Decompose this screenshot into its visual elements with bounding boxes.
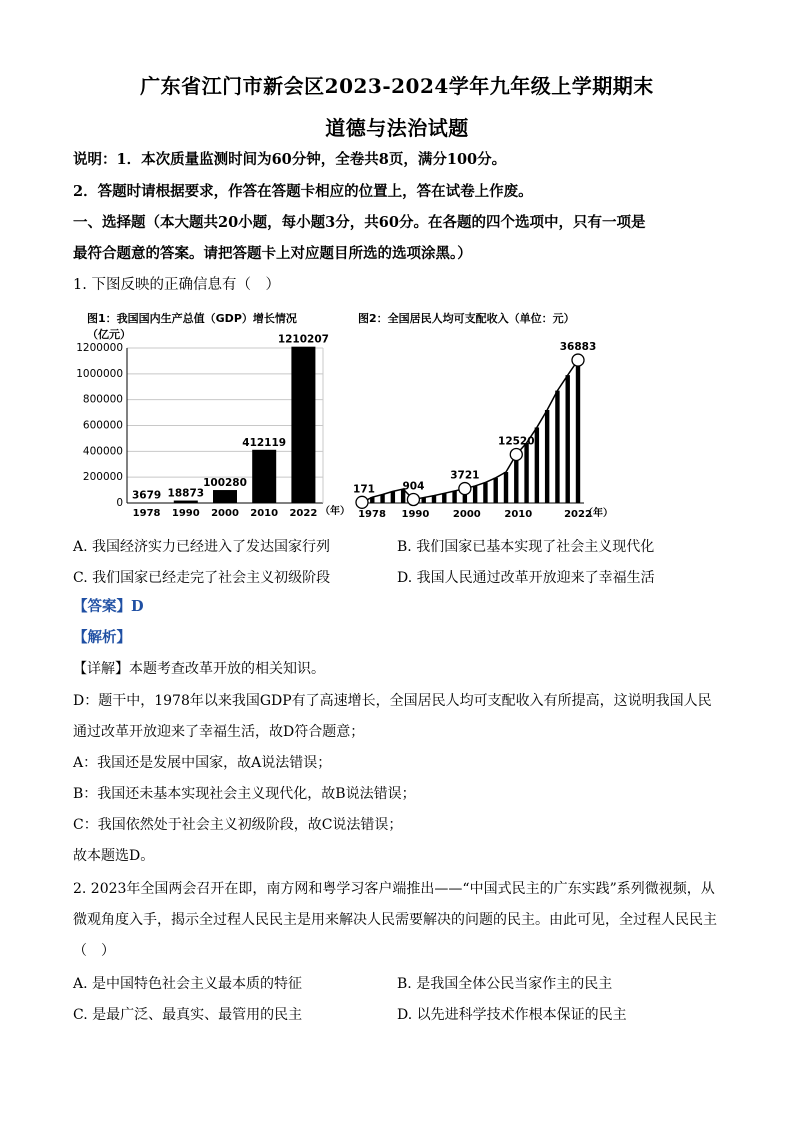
income-bar [576,360,580,503]
income-bar [483,482,487,503]
q1-detail: 【详解】本题考查改革开放的相关知识。 [73,661,325,677]
income-chart-title: 图2：全国居民人均可支配收入（单位：元） [358,312,575,325]
income-data-label: 3721 [450,469,480,482]
q1-answer: 【答案】D [73,598,144,615]
income-bar [524,443,528,503]
income-xtick-label: 2010 [504,509,533,520]
income-xtick-label: 2022 [564,509,592,520]
q2-stem-line-1: 2. 2023年全国两会召开在即，南方网和粤学习客户端推出——“中国式民主的广东实践”系列微视频，从 [73,881,715,897]
gdp-ytick-label: 800000 [82,393,123,406]
gdp-ytick-label: 1200000 [76,342,123,354]
gdp-data-label: 3679 [131,489,162,502]
gdp-data-label: 1210207 [277,333,329,346]
gdp-ytick-label: 1000000 [76,367,123,380]
income-highlight-marker [572,354,584,366]
gdp-ytick-label: 600000 [82,419,123,432]
gdp-xtick-label: 2000 [211,508,239,519]
q1-option-d[interactable]: D. 我国人民通过改革开放迎来了幸福生活 [397,570,655,586]
gdp-data-label: 18873 [167,487,205,500]
q1-option-c[interactable]: C. 我们国家已经走完了社会主义初级阶段 [73,570,331,586]
income-data-label: 36883 [559,341,597,354]
gdp-ytick-label: 200000 [82,471,123,484]
q1-conclusion: 故本题选D。 [73,848,155,864]
gdp-bar [291,347,315,503]
q2-option-b[interactable]: B. 是我国全体公民当家作主的民主 [397,976,613,992]
income-bar [391,491,395,503]
gdp-xtick-label: 1978 [132,508,161,519]
gdp-xtick-label: 2010 [250,508,279,519]
gdp-data-label: 412119 [242,436,287,449]
q1-option-a[interactable]: A. 我国经济实力已经进入了发达国家行列 [73,539,331,555]
gdp-chart [75,308,350,523]
exam-subtitle: 道德与法治试题 [325,116,469,140]
income-bar [555,391,559,503]
gdp-xtick-label: 1990 [171,508,200,519]
income-bar [432,496,436,503]
q1-explain-c: C：我国依然处于社会主义初级阶段，故C说法错误； [73,817,403,833]
q2-stem-line-2: 微观角度入手，揭示全过程人民民主是用来解决人民需要解决的问题的民主。由此可见，全过程人民民主 [73,912,717,928]
gdp-bar [213,490,237,503]
gdp-bar [252,450,276,503]
income-xaxis-unit: （年） [583,508,613,519]
q1-explain-d-1: D：题干中，1978年以来我国GDP有了高速增长，全国居民人均可支配收入有所提高，这说明我国人民 [73,693,712,709]
gdp-bar [135,503,159,504]
income-data-label: 12520 [498,435,535,448]
income-bar [442,493,446,503]
instruction-line-1: 说明：1．本次质量监测时间为60分钟，全卷共8页，满分100分。 [73,151,507,168]
gdp-bar [174,501,198,503]
q2-stem-line-3: （ ） [73,943,115,959]
income-chart-svg [350,308,620,523]
income-data-label: 171 [353,483,375,496]
income-bar [494,478,498,503]
income-bar [380,494,384,503]
income-data-label: 904 [402,480,425,493]
income-highlight-marker [356,496,368,508]
income-bar [514,454,518,503]
gdp-chart-ylabel: （亿元） [87,328,131,341]
q1-stem: 1. 下图反映的正确信息有（ ） [73,277,280,293]
q2-option-c[interactable]: C. 是最广泛、最真实、最管用的民主 [73,1007,303,1023]
section-heading-line-1: 一、选择题（本大题共20小题，每小题3分，共60分。在各题的四个选项中，只有一项是 [73,214,646,231]
income-highlight-marker [407,493,419,505]
gdp-chart-svg [75,308,350,523]
q2-option-a[interactable]: A. 是中国特色社会主义最本质的特征 [73,976,303,992]
q2-option-d[interactable]: D. 以先进科学技术作根本保证的民主 [397,1007,627,1023]
income-bar [504,472,508,503]
section-heading-line-2: 最符合题意的答案。请把答题卡上对应题目所选的选项涂黑。） [73,245,472,262]
income-xtick-label: 1990 [401,509,430,520]
gdp-xaxis-unit: （年） [320,506,350,517]
q1-explain-a: A：我国还是发展中国家，故A说法错误； [73,755,332,771]
gdp-ytick-label: 400000 [82,445,123,458]
gdp-data-label: 100280 [203,477,247,490]
income-bar [566,375,570,503]
income-chart [350,308,620,523]
income-bar [545,410,549,503]
income-xtick-label: 1978 [358,509,386,520]
instruction-line-2: 2．答题时请根据要求，作答在答题卡相应的位置上，答在试卷上作废。 [73,183,533,200]
q1-analysis-tag: 【解析】 [73,629,131,646]
q1-option-b[interactable]: B. 我们国家已基本实现了社会主义现代化 [397,539,655,555]
gdp-ytick-label: 0 [116,497,123,509]
income-bar [473,486,477,503]
q1-explain-d-2: 通过改革开放迎来了幸福生活，故D符合题意； [73,724,365,740]
exam-title: 广东省江门市新会区2023-2024学年九年级上学期期末 [140,74,654,98]
q1-explain-b: B：我国还未基本实现社会主义现代化，故B说法错误； [73,786,416,802]
income-highlight-marker [459,483,471,495]
income-xtick-label: 2000 [452,509,481,520]
income-bar [535,427,539,503]
gdp-xtick-label: 2022 [289,508,318,519]
income-highlight-marker [510,448,522,460]
gdp-chart-title: 图1：我国国内生产总值（GDP）增长情况 [87,312,297,325]
income-bar [452,491,456,503]
